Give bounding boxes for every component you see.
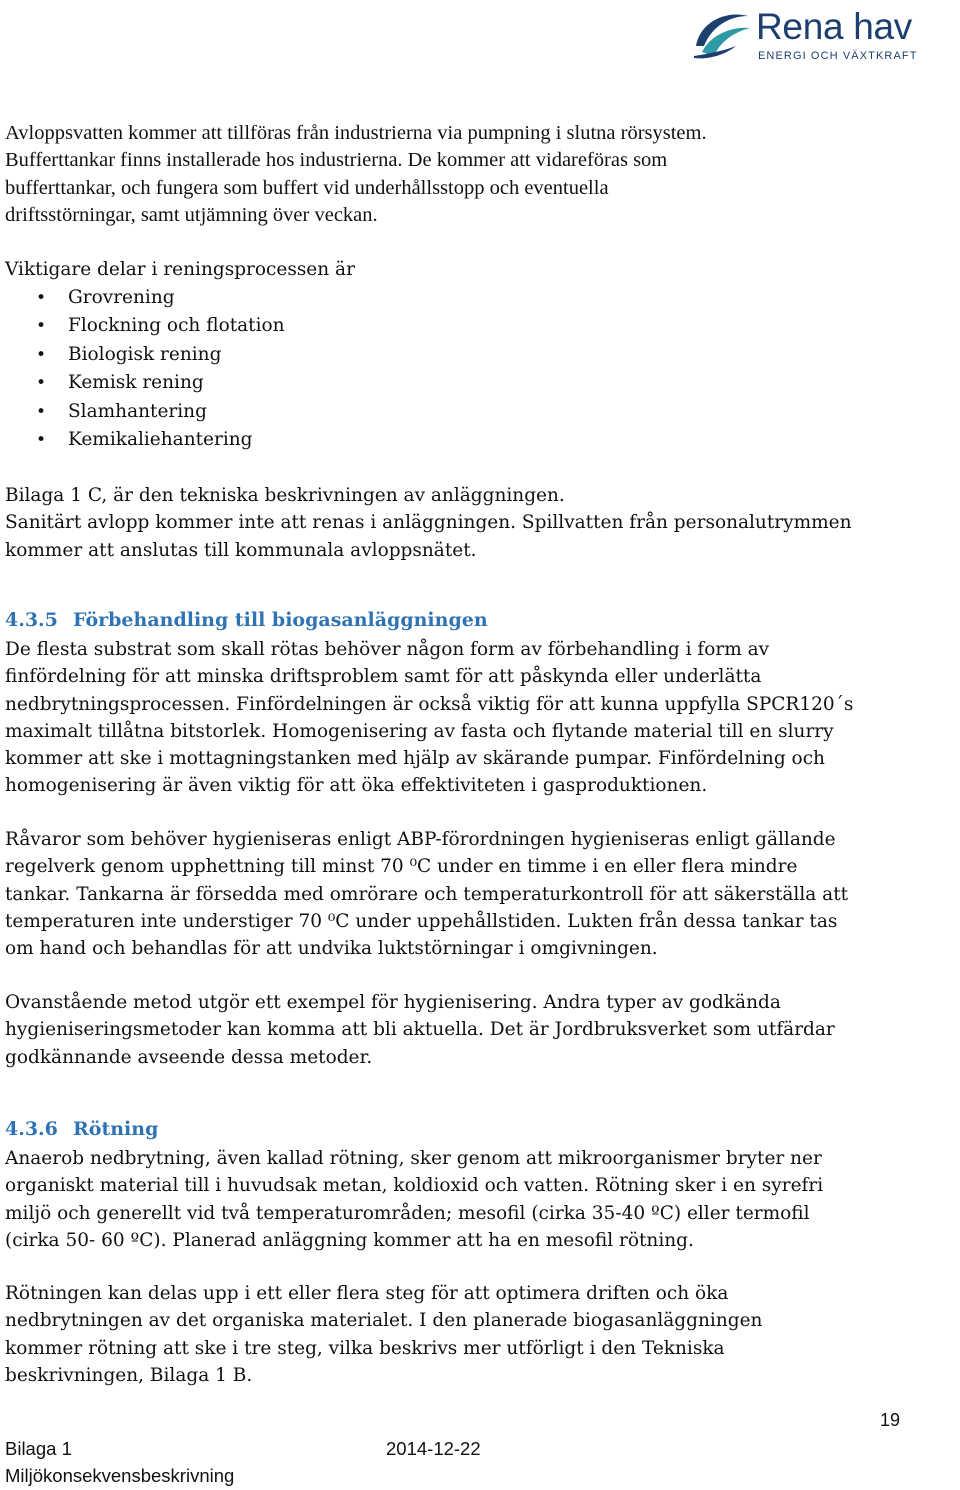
list-item: • Slamhantering	[36, 398, 285, 426]
text-line: om hand och behandlas för att undvika luktstörningar i omgivningen.	[5, 938, 658, 960]
list-intro: Viktigare delar i reningsprocessen är	[5, 259, 355, 280]
list-item: • Grovrening	[36, 284, 285, 312]
text-line: Avloppsvatten kommer att tillföras från industrierna via pumpning i slutna rörsystem.	[5, 122, 707, 144]
text-line: driftsstörningar, samt utjämning över veckan.	[5, 203, 378, 226]
process-list	[36, 284, 285, 454]
text-line: De flesta substrat som skall rötas behöver någon form av förbehandling i form av	[5, 639, 770, 660]
footer-bilaga: Bilaga 1	[5, 1438, 72, 1459]
list-item: • Biologisk rening	[36, 341, 285, 369]
logo-subtitle: ENERGI OCH VÄXTKRAFT	[758, 50, 918, 62]
section-number: 4.3.5	[5, 609, 58, 631]
text-line: nedbrytningen av det organiska materialet. I den planerade biogasanläggningen	[5, 1310, 763, 1332]
text-line: Ovanstående metod utgör ett exempel för hygienisering. Andra typer av godkända	[5, 992, 781, 1013]
list-item: • Flockning och flotation	[36, 312, 285, 340]
footer-document-title: Miljökonsekvensbeskrivning	[5, 1465, 235, 1486]
paragraph-forbehandling	[5, 636, 853, 800]
text-line: temperaturen inte understiger 70 ⁰C under uppehållstiden. Lukten från dessa tankar tas	[5, 910, 838, 932]
text-line: bufferttankar, och fungera som buffert vid underhållsstopp och eventuella	[5, 176, 609, 199]
text-line: miljö och generellt vid två temperaturområden; mesofil (cirka 35-40 ºC) eller termofil	[5, 1202, 810, 1224]
page-number: 19	[879, 1410, 900, 1430]
text-line: maximalt tillåtna bitstorlek. Homogenisering av fasta och flytande material till en slurry	[5, 720, 834, 742]
text-line: regelverk genom upphettning till minst 70 ⁰C under en timme i en eller flera mindre	[5, 856, 798, 878]
rena-hav-logo	[690, 4, 958, 66]
paragraph-rotning-1	[5, 1145, 823, 1254]
text-line: kommer att anslutas till kommunala avloppsnätet.	[5, 539, 477, 561]
rena-hav-logo-mark	[690, 6, 754, 62]
section-title: Förbehandling till biogasanläggningen	[73, 609, 488, 631]
list-item: • Kemikaliehantering	[36, 426, 285, 454]
text-line: Anaerob nedbrytning, även kallad rötning, sker genom att mikroorganismer bryter ner	[5, 1148, 822, 1169]
text-line: finfördelning för att minska driftsproblem samt för att påskynda eller underlätta	[5, 666, 762, 688]
text-line: godkännande avseende dessa metoder.	[5, 1046, 373, 1068]
paragraph-ravaror	[5, 826, 848, 962]
logo-title: Rena hav	[756, 6, 912, 47]
section-heading-436	[5, 1118, 158, 1140]
text-line: Rötningen kan delas upp i ett eller flera steg för att optimera driften och öka	[5, 1283, 729, 1304]
text-line: kommer att ske i mottagningstanken med hjälp av skärande pumpar. Finfördelning och	[5, 748, 825, 770]
paragraph-avloppsvatten	[5, 120, 707, 229]
text-line: organiskt material till i huvudsak metan, koldioxid och vatten. Rötning sker i en syrefri	[5, 1175, 824, 1197]
text-line: (cirka 50- 60 ºC). Planerad anläggning kommer att ha en mesofil rötning.	[5, 1229, 694, 1251]
text-line: beskrivningen, Bilaga 1 B.	[5, 1364, 253, 1386]
footer-date: 2014-12-22	[386, 1438, 481, 1459]
text-line: Bufferttankar finns installerade hos industrierna. De kommer att vidareföras som	[5, 149, 668, 172]
paragraph-bilaga	[5, 482, 852, 564]
text-line: Råvaror som behöver hygieniseras enligt ABP-förordningen hygieniseras enligt gällande	[5, 829, 836, 850]
section-number: 4.3.6	[5, 1118, 58, 1140]
list-item: • Kemisk rening	[36, 369, 285, 397]
text-line: Sanitärt avlopp kommer inte att renas i anläggningen. Spillvatten från personalutrymmen	[5, 512, 852, 534]
text-line: Bilaga 1 C, är den tekniska beskrivningen av anläggningen.	[5, 485, 565, 506]
paragraph-rotning-2	[5, 1280, 762, 1389]
section-heading-435	[5, 609, 488, 631]
text-line: hygieniseringsmetoder kan komma att bli aktuella. Det är Jordbruksverket som utfärdar	[5, 1019, 835, 1041]
text-line: homogenisering är även viktig för att öka effektiviteten i gasproduktionen.	[5, 775, 708, 797]
text-line: tankar. Tankarna är försedda med omrörare och temperaturkontroll för att säkerställa att	[5, 883, 849, 905]
section-title: Rötning	[73, 1118, 159, 1140]
text-line: nedbrytningsprocessen. Finfördelningen är också viktig för att kunna uppfylla SPCR120´s	[5, 693, 854, 715]
text-line: kommer rötning att ske i tre steg, vilka beskrivs mer utförligt i den Tekniska	[5, 1337, 725, 1359]
paragraph-ovanstaende	[5, 989, 835, 1071]
